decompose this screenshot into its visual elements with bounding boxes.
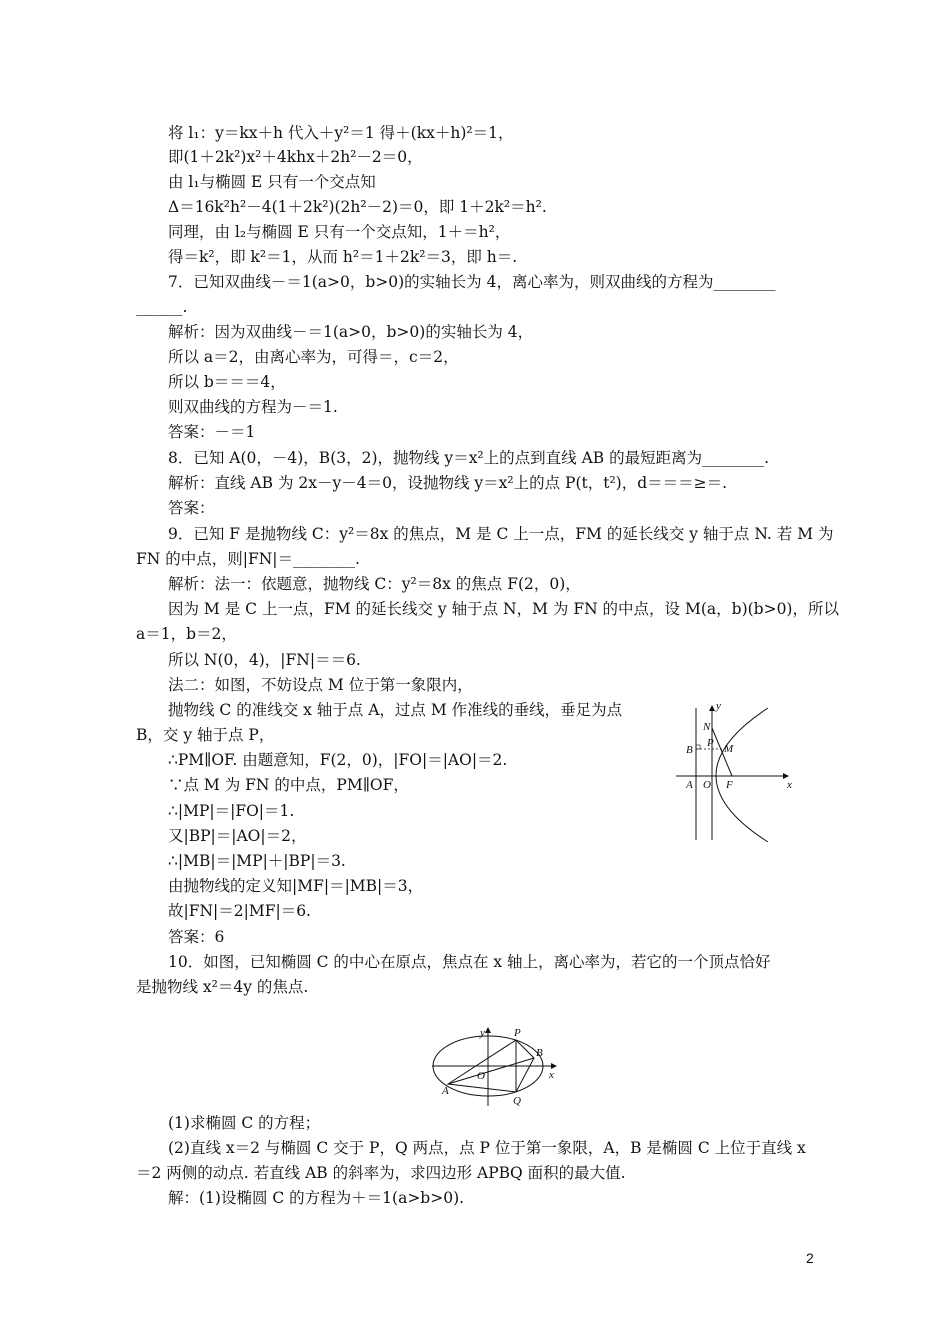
label-P: P: [707, 737, 714, 749]
text-line: B，交 y 轴于点 P，: [136, 726, 275, 744]
label-B: B: [686, 744, 693, 756]
text-line: 抛物线 C 的准线交 x 轴于点 A，过点 M 作准线的垂线，垂足为点: [168, 701, 623, 719]
text-line: 法二：如图，不妨设点 M 位于第一象限内，: [168, 676, 473, 694]
label-x: x: [549, 1069, 554, 1081]
text-line: 解析：因为双曲线－＝1(a>0，b>0)的实轴长为 4，: [168, 323, 534, 341]
text-line: ∴|MP|＝|FO|＝1.: [168, 802, 295, 820]
text-line: 因为 M 是 C 上一点，FM 的延长线交 y 轴于点 N，M 为 FN 的中点，设 M(a，b)(b>0)，所以: [168, 600, 839, 618]
label-O: O: [477, 1070, 485, 1082]
text-line: ∴PM∥OF. 由题意知，F(2，0)，|FO|＝|AO|＝2.: [168, 751, 508, 769]
text-line: 解析：法一：依题意，抛物线 C：y²＝8x 的焦点 F(2，0)，: [168, 575, 581, 593]
label-y: y: [716, 700, 721, 712]
label-A: A: [686, 779, 693, 791]
ellipse-figure: [430, 1026, 560, 1108]
text-line: Δ＝16k²h²－4(1＋2k²)(2h²－2)＝0，即 1＋2k²＝h².: [168, 198, 547, 216]
page-number: 2: [806, 1250, 814, 1266]
answer-8: 答案：: [168, 499, 215, 517]
text-line: ＝2 两侧的动点. 若直线 AB 的斜率为，求四边形 APBQ 面积的最大值.: [136, 1164, 626, 1182]
question-8: 8．已知 A(0，－4)，B(3，2)，抛物线 y＝x²上的点到直线 AB 的最短距离为________.: [168, 449, 770, 467]
label-M: M: [724, 743, 734, 755]
text-line: a＝1，b＝2，: [136, 625, 237, 643]
answer-9: 答案：6: [168, 928, 225, 946]
label-N: N: [703, 721, 711, 733]
text-line: ______.: [136, 298, 188, 316]
text-line: 解：(1)设椭圆 C 的方程为＋＝1(a>b>0).: [168, 1189, 465, 1207]
text-line: FN 的中点，则|FN|＝________.: [136, 550, 360, 568]
text-line: 解析：直线 AB 为 2x－y－4＝0，设抛物线 y＝x²上的点 P(t，t²)，d＝＝＝≥＝.: [168, 474, 728, 492]
text-line: 得＝k²，即 k²＝1，从而 h²＝1＋2k²＝3，即 h＝.: [168, 248, 518, 266]
label-O: O: [703, 779, 711, 791]
text-line: 所以 N(0，4)，|FN|＝＝6.: [168, 651, 361, 669]
text-line: 由抛物线的定义知|MF|＝|MB|＝3，: [168, 877, 424, 895]
label-B: B: [536, 1047, 543, 1059]
label-x: x: [787, 779, 792, 791]
question-9: 9．已知 F 是抛物线 C：y²＝8x 的焦点，M 是 C 上一点，FM 的延长线交 y 轴于点 N. 若 M 为: [168, 525, 834, 543]
parabola-figure: [676, 700, 796, 842]
text-line: 同理，由 l₂与椭圆 E 只有一个交点知，1＋＝h²，: [168, 223, 511, 241]
text-line: ∴|MB|＝|MP|＋|BP|＝3.: [168, 852, 346, 870]
label-F: F: [726, 779, 733, 791]
segment-AB: [448, 1058, 534, 1084]
text-line: 又|BP|＝|AO|＝2，: [168, 827, 307, 845]
parabola-curve: [716, 708, 768, 842]
text-line: (2)直线 x＝2 与椭圆 C 交于 P，Q 两点，点 P 位于第一象限，A，B 是椭圆 C 上位于直线 x: [168, 1139, 806, 1157]
text-line: (1)求椭圆 C 的方程；: [168, 1114, 321, 1132]
text-line: 所以 b＝＝＝4，: [168, 373, 286, 391]
text-line: 所以 a＝2，由离心率为，可得＝，c＝2，: [168, 348, 459, 366]
label-y: y: [480, 1027, 485, 1039]
question-10: 10．如图，已知椭圆 C 的中心在原点，焦点在 x 轴上，离心率为，若它的一个顶点恰好: [168, 953, 771, 971]
right-angle-mark: [696, 745, 700, 749]
text-line: 则双曲线的方程为－＝1.: [168, 398, 338, 416]
label-P: P: [514, 1027, 521, 1039]
answer-7: 答案：－＝1: [168, 423, 256, 441]
text-line: 即(1＋2k²)x²＋4khx＋2h²－2＝0，: [168, 148, 423, 166]
text-line: 由 l₁与椭圆 E 只有一个交点知: [168, 173, 376, 191]
text-line: 故|FN|＝2|MF|＝6.: [168, 902, 311, 920]
label-A: A: [442, 1085, 449, 1097]
text-line: 将 l₁：y＝kx＋h 代入＋y²＝1 得＋(kx＋h)²＝1，: [168, 124, 514, 142]
text-line: ∵点 M 为 FN 的中点，PM∥OF，: [168, 776, 409, 794]
question-7: 7．已知双曲线－＝1(a>0，b>0)的实轴长为 4，离心率为，则双曲线的方程为________: [168, 273, 776, 291]
label-Q: Q: [513, 1095, 521, 1107]
text-line: 是抛物线 x²＝4y 的焦点.: [136, 978, 309, 996]
